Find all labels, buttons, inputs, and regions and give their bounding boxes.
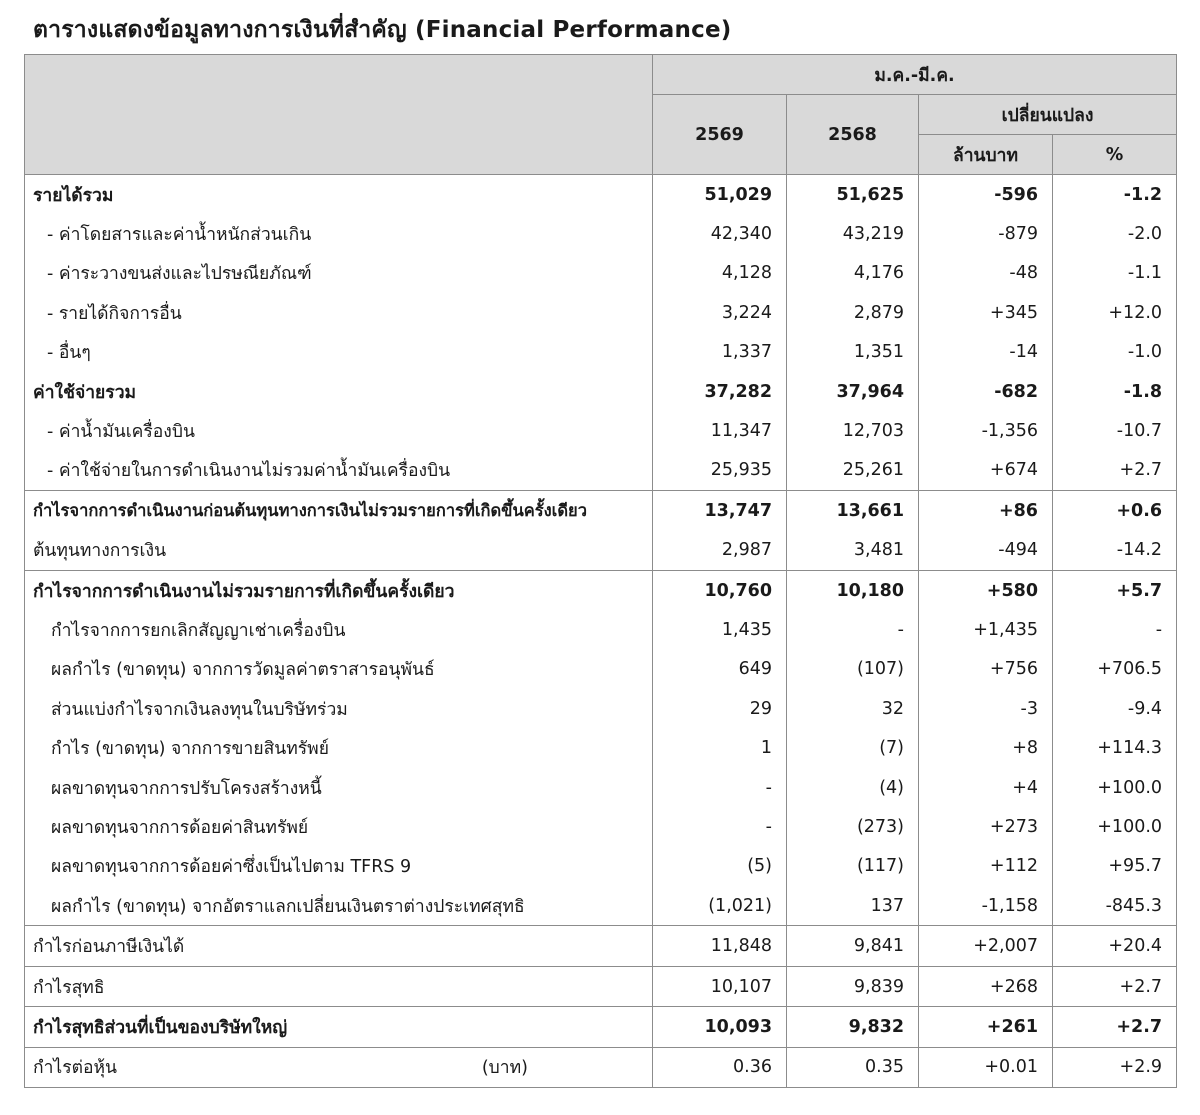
change-percent: +12.0 xyxy=(1053,293,1177,332)
change-percent: -1.8 xyxy=(1053,372,1177,411)
value-2568: (7) xyxy=(787,728,919,767)
value-2568: 37,964 xyxy=(787,372,919,411)
table-row xyxy=(25,254,1177,293)
change-percent: -2.0 xyxy=(1053,214,1177,253)
table-row xyxy=(25,372,1177,411)
change-percent: +114.3 xyxy=(1053,728,1177,767)
table-row xyxy=(25,1047,1177,1087)
year-2568-header: 2568 xyxy=(787,95,919,175)
table-row xyxy=(25,333,1177,372)
table-row xyxy=(25,966,1177,1006)
change-percent: +20.4 xyxy=(1053,926,1177,966)
change-amount: +756 xyxy=(919,650,1053,689)
change-percent: -1.1 xyxy=(1053,254,1177,293)
change-percent: +95.7 xyxy=(1053,847,1177,886)
table-row xyxy=(25,610,1177,649)
value-2569: 3,224 xyxy=(653,293,787,332)
table-row xyxy=(25,1007,1177,1047)
table-row xyxy=(25,214,1177,253)
table-row xyxy=(25,807,1177,846)
table-row xyxy=(25,847,1177,886)
row-label: ผลขาดทุนจากการด้อยค่าสินทรัพย์ xyxy=(25,807,653,846)
row-label xyxy=(25,1047,653,1087)
change-amount: +2,007 xyxy=(919,926,1053,966)
value-2569: 51,029 xyxy=(653,175,787,215)
change-amount: -3 xyxy=(919,689,1053,728)
value-2569: (5) xyxy=(653,847,787,886)
change-amount: +261 xyxy=(919,1007,1053,1047)
change-amount: +273 xyxy=(919,807,1053,846)
change-amount: +4 xyxy=(919,768,1053,807)
page-title: ตารางแสดงข้อมูลทางการเงินที่สำคัญ (Financial Performance) xyxy=(33,17,732,43)
change-percent: +0.6 xyxy=(1053,491,1177,531)
change-amount: -494 xyxy=(919,531,1053,571)
value-2568: 9,832 xyxy=(787,1007,919,1047)
eps-unit: (บาท) xyxy=(481,1058,528,1079)
row-label: กำไรสุทธิส่วนที่เป็นของบริษัทใหญ่ xyxy=(25,1007,653,1047)
value-2568: 9,839 xyxy=(787,966,919,1006)
row-label: ค่าใช้จ่ายรวม xyxy=(25,372,653,411)
value-2569: (1,021) xyxy=(653,886,787,926)
table-row xyxy=(25,175,1177,215)
value-2568: 3,481 xyxy=(787,531,919,571)
value-2568: 12,703 xyxy=(787,411,919,450)
row-label: กำไรจากการยกเลิกสัญญาเช่าเครื่องบิน xyxy=(25,610,653,649)
row-label: - รายได้กิจการอื่น xyxy=(25,293,653,332)
value-2569: 11,347 xyxy=(653,411,787,450)
table-row xyxy=(25,411,1177,450)
table-row xyxy=(25,689,1177,728)
row-label: - ค่าใช้จ่ายในการดำเนินงานไม่รวมค่าน้ำมันเครื่องบิน xyxy=(25,451,653,491)
period-header: ม.ค.-มี.ค. xyxy=(653,55,1177,95)
value-2569: 1 xyxy=(653,728,787,767)
table-row xyxy=(25,886,1177,926)
row-label: กำไรจากการดำเนินงานก่อนต้นทุนทางการเงินไม่รวมรายการที่เกิดขึ้นครั้งเดียว xyxy=(25,491,653,531)
change-percent: -845.3 xyxy=(1053,886,1177,926)
row-label: กำไรจากการดำเนินงานไม่รวมรายการที่เกิดขึ้นครั้งเดียว xyxy=(25,570,653,610)
value-2568: 1,351 xyxy=(787,333,919,372)
value-2568: 10,180 xyxy=(787,570,919,610)
row-label: - ค่าน้ำมันเครื่องบิน xyxy=(25,411,653,450)
change-amount: +345 xyxy=(919,293,1053,332)
change-percent-header: % xyxy=(1053,135,1177,175)
row-label: ผลกำไร (ขาดทุน) จากอัตราแลกเปลี่ยนเงินตราต่างประเทศสุทธิ xyxy=(25,886,653,926)
value-2568: 4,176 xyxy=(787,254,919,293)
value-2569: - xyxy=(653,768,787,807)
change-amount: -1,356 xyxy=(919,411,1053,450)
change-percent: +2.7 xyxy=(1053,451,1177,491)
row-label: กำไร (ขาดทุน) จากการขายสินทรัพย์ xyxy=(25,728,653,767)
value-2569: 13,747 xyxy=(653,491,787,531)
value-2569: 37,282 xyxy=(653,372,787,411)
change-percent: +2.7 xyxy=(1053,1007,1177,1047)
change-percent: +100.0 xyxy=(1053,768,1177,807)
value-2568: (107) xyxy=(787,650,919,689)
value-2569: 10,760 xyxy=(653,570,787,610)
change-amount: -1,158 xyxy=(919,886,1053,926)
value-2569: 10,107 xyxy=(653,966,787,1006)
value-2568: (117) xyxy=(787,847,919,886)
change-amount: +112 xyxy=(919,847,1053,886)
value-2569: 25,935 xyxy=(653,451,787,491)
change-percent: +2.7 xyxy=(1053,966,1177,1006)
value-2569: 1,435 xyxy=(653,610,787,649)
change-percent: +5.7 xyxy=(1053,570,1177,610)
table-row xyxy=(25,768,1177,807)
change-amount: -596 xyxy=(919,175,1053,215)
table-row xyxy=(25,531,1177,571)
row-label: ผลกำไร (ขาดทุน) จากการวัดมูลค่าตราสารอนุพันธ์ xyxy=(25,650,653,689)
value-2569: 4,128 xyxy=(653,254,787,293)
value-2569: - xyxy=(653,807,787,846)
eps-label: กำไรต่อหุ้น xyxy=(33,1058,117,1079)
change-amount: +86 xyxy=(919,491,1053,531)
value-2569: 1,337 xyxy=(653,333,787,372)
table-row xyxy=(25,293,1177,332)
value-2568: 32 xyxy=(787,689,919,728)
table-row xyxy=(25,491,1177,531)
change-percent: -1.0 xyxy=(1053,333,1177,372)
value-2568: 43,219 xyxy=(787,214,919,253)
table-row xyxy=(25,451,1177,491)
value-2569: 11,848 xyxy=(653,926,787,966)
change-amount: +0.01 xyxy=(919,1047,1053,1087)
table-row xyxy=(25,926,1177,966)
row-label: - ค่าโดยสารและค่าน้ำหนักส่วนเกิน xyxy=(25,214,653,253)
row-label: กำไรก่อนภาษีเงินได้ xyxy=(25,926,653,966)
table-row xyxy=(25,728,1177,767)
change-amount: -48 xyxy=(919,254,1053,293)
change-amount: -14 xyxy=(919,333,1053,372)
value-2568: 0.35 xyxy=(787,1047,919,1087)
change-percent: -10.7 xyxy=(1053,411,1177,450)
value-2569: 0.36 xyxy=(653,1047,787,1087)
value-2569: 10,093 xyxy=(653,1007,787,1047)
table-row xyxy=(25,570,1177,610)
row-label: ส่วนแบ่งกำไรจากเงินลงทุนในบริษัทร่วม xyxy=(25,689,653,728)
row-label: รายได้รวม xyxy=(25,175,653,215)
value-2568: 25,261 xyxy=(787,451,919,491)
value-2569: 2,987 xyxy=(653,531,787,571)
row-label: - อื่นๆ xyxy=(25,333,653,372)
change-percent: -9.4 xyxy=(1053,689,1177,728)
row-label: ต้นทุนทางการเงิน xyxy=(25,531,653,571)
value-2568: (4) xyxy=(787,768,919,807)
table-row xyxy=(25,650,1177,689)
row-label: ผลขาดทุนจากการด้อยค่าซึ่งเป็นไปตาม TFRS 9 xyxy=(25,847,653,886)
change-amount: +8 xyxy=(919,728,1053,767)
value-2568: - xyxy=(787,610,919,649)
change-amount: -879 xyxy=(919,214,1053,253)
change-amount-header: ล้านบาท xyxy=(919,135,1053,175)
row-label: กำไรสุทธิ xyxy=(25,966,653,1006)
change-percent: +706.5 xyxy=(1053,650,1177,689)
label-header-cell xyxy=(25,55,653,175)
value-2568: 2,879 xyxy=(787,293,919,332)
change-amount: +1,435 xyxy=(919,610,1053,649)
value-2569: 29 xyxy=(653,689,787,728)
row-label: - ค่าระวางขนส่งและไปรษณียภัณฑ์ xyxy=(25,254,653,293)
financial-table xyxy=(24,54,1177,1088)
value-2569: 649 xyxy=(653,650,787,689)
value-2568: (273) xyxy=(787,807,919,846)
change-percent: +100.0 xyxy=(1053,807,1177,846)
change-percent: -1.2 xyxy=(1053,175,1177,215)
change-header: เปลี่ยนแปลง xyxy=(919,95,1177,135)
change-amount: +674 xyxy=(919,451,1053,491)
change-percent: - xyxy=(1053,610,1177,649)
value-2568: 9,841 xyxy=(787,926,919,966)
value-2569: 42,340 xyxy=(653,214,787,253)
row-label: ผลขาดทุนจากการปรับโครงสร้างหนี้ xyxy=(25,768,653,807)
change-percent: +2.9 xyxy=(1053,1047,1177,1087)
value-2568: 13,661 xyxy=(787,491,919,531)
change-amount: +580 xyxy=(919,570,1053,610)
value-2568: 137 xyxy=(787,886,919,926)
value-2568: 51,625 xyxy=(787,175,919,215)
change-amount: +268 xyxy=(919,966,1053,1006)
change-percent: -14.2 xyxy=(1053,531,1177,571)
change-amount: -682 xyxy=(919,372,1053,411)
year-2569-header: 2569 xyxy=(653,95,787,175)
